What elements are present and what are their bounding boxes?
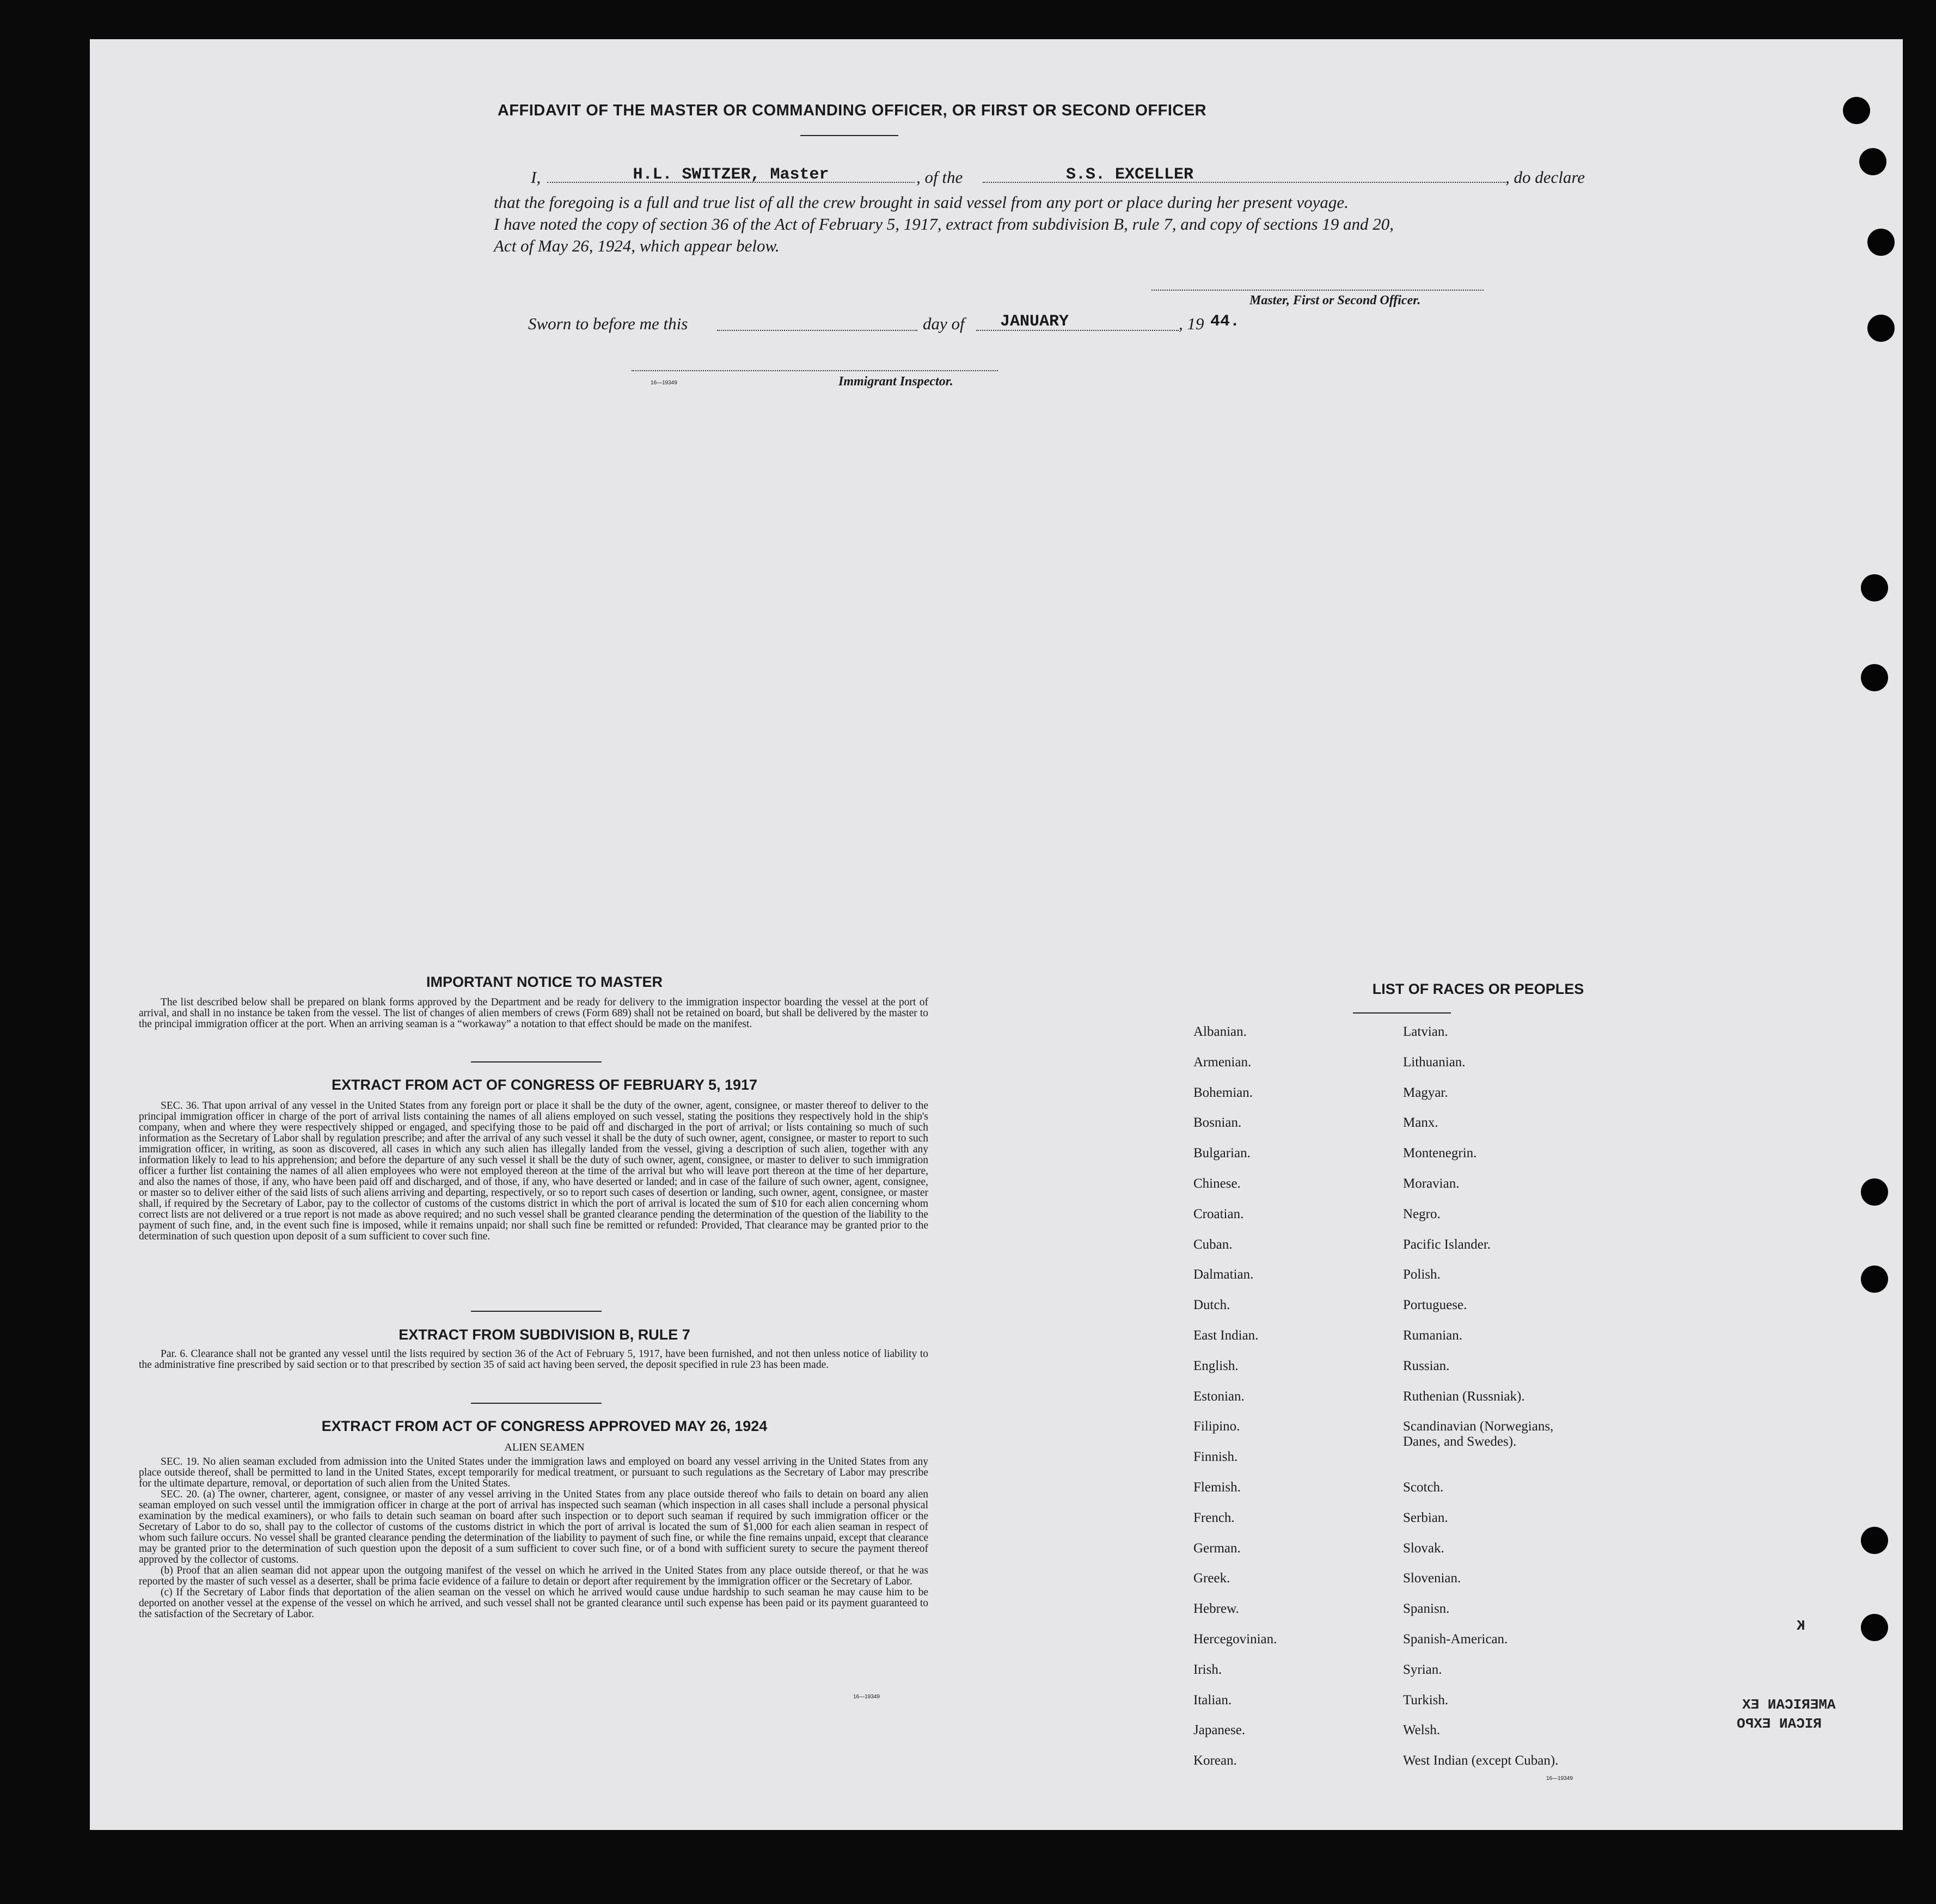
race-item: Polish.	[1403, 1267, 1441, 1282]
race-item: Latvian.	[1403, 1024, 1448, 1039]
notice-text: The list described below shall be prepared on blank forms approved by the Department and be ready for delivery to the immigration inspector boarding the vessel at the port of arrival, and shall in no instance be taken from the vessel. The list of changes of alien members of crews (Form 689) shall not be retained on board, but shall be delivered by the master to the principal immigration officer at the port. When an arriving seaman is a “workaway” a notation to that effect should be made on the manifest.	[139, 997, 928, 1030]
race-item: Bohemian.	[1193, 1085, 1253, 1100]
race-item: Turkish.	[1403, 1692, 1449, 1708]
race-item: East Indian.	[1193, 1328, 1259, 1343]
race-item: Syrian.	[1403, 1662, 1442, 1677]
extract-1917-text: SEC. 36. That upon arrival of any vessel in the United States from any foreign port or place it shall be the duty of the owner, agent, consignee, or master thereof to deliver to the principal immigration officer in charge of the port of arrival lists containing the names of all aliens employed on such vessel, stating the positions they respectively hold in the ship's company, when and where they were respectively shipped or engaged, and specifying those to be paid off and discharged in the port of arrival; or lists containing so much of such information as the Secretary of Labor shall by regulation prescribe; and after the arrival of any such vessel it shall be the duty of such owner, agent, consignee, or master to report to such immigration officer, in writing, as soon as discovered, all cases in which any such alien has illegally landed from the vessel, giving a description of such alien, together with any information likely to lead to his apprehension; and before the departure of any such vessel it shall be the duty of such owner, agent, consignee, or master to deliver to such immigration officer a further list containing the names of all alien employees who were not employed thereon at the time of the arrival but who will leave port thereon at the time of her departure, and also the names of those, if any, who have been paid off and discharged, and of those, if any, who have deserted or landed; and in case of the failure of such owner, agent, consignee, or master so to deliver either of the said lists of such aliens arriving and departing, respectively, or so to report such cases of desertion or landing, such owner, agent, consignee, or master shall, if required by the Secretary of Labor, pay to the collector of customs of the customs district in which the port of arrival is located the sum of $10 for each alien concerning whom correct lists are not delivered or a true report is not made as above required; and no such vessel shall be granted clearance pending the determination of the question of the liability to the payment of such fine, and, in the event such fine is imposed, while it remains unpaid; nor shall such fine be remitted or refunded: Provided, That clearance may be granted prior to the determination of such question upon deposit of a sum sufficient to cover such fine.	[139, 1100, 928, 1242]
form-number-top: 16—19349	[651, 380, 677, 386]
day-of-text: day of	[923, 314, 965, 333]
binder-hole	[1861, 1178, 1888, 1206]
affidavit-line-2: that the foregoing is a full and true list of all the crew brought in said vessel from any port or place during her present voyage.	[494, 193, 1349, 212]
race-item: Manx.	[1403, 1115, 1438, 1131]
affidavit-line-4: Act of May 26, 1924, which appear below.	[494, 236, 780, 255]
race-item: Rumanian.	[1403, 1328, 1463, 1343]
form-number-left: 16—19349	[853, 1694, 880, 1700]
race-item: Moravian.	[1403, 1176, 1460, 1191]
month-value: JANUARY	[1000, 312, 1069, 331]
stamp-bleed-2: RICAN EXPO	[1737, 1716, 1822, 1732]
notice-divider	[471, 1061, 602, 1062]
binder-hole	[1867, 229, 1895, 256]
master-signature-label: Master, First or Second Officer.	[1249, 293, 1421, 308]
notice-title: IMPORTANT NOTICE TO MASTER	[426, 974, 663, 990]
race-item: Spanish-American.	[1403, 1631, 1508, 1647]
race-item: Korean.	[1193, 1753, 1237, 1768]
pronoun-text: I,	[531, 168, 541, 187]
race-item: Ruthenian (Russniak).	[1403, 1389, 1525, 1404]
extract-rule7-title: EXTRACT FROM SUBDIVISION B, RULE 7	[399, 1326, 690, 1343]
sec-20b-text: (b) Proof that an alien seaman did not appear upon the outgoing manifest of the vessel on which he arrived in the United States from any place outside thereof, or that he was reported by the master of such vessel as a deserter, shall be prima facie evidence of a failure to detain or deport after requirement by the immigration officer or the Secretary of Labor.	[139, 1565, 928, 1587]
race-item: Hercegovinian.	[1193, 1631, 1277, 1647]
race-item	[1403, 1450, 1558, 1480]
affidavit-line-3: I have noted the copy of section 36 of the Act of February 5, 1917, extract from subdivision B, rule 7, and copy of sections 19 and 20,	[494, 214, 1394, 234]
of-the-text: , of the	[916, 168, 963, 187]
race-item: Welsh.	[1403, 1723, 1441, 1738]
race-item: West Indian (except Cuban).	[1403, 1753, 1559, 1768]
race-item: Japanese.	[1193, 1723, 1246, 1738]
race-item: Dalmatian.	[1193, 1267, 1254, 1282]
binder-hole	[1859, 148, 1886, 175]
do-declare-text: , do declare	[1505, 168, 1585, 187]
race-item: Cuban.	[1193, 1237, 1233, 1252]
race-item: German.	[1193, 1540, 1241, 1556]
master-name-value: H.L. SWITZER, Master	[633, 165, 829, 184]
document-page	[90, 39, 1903, 1830]
race-item: Negro.	[1403, 1206, 1441, 1221]
form-number-right: 16—19349	[1546, 1776, 1573, 1782]
race-item: Greek.	[1193, 1571, 1230, 1586]
stamp-bleed-1: AMERICAN EX	[1742, 1697, 1836, 1713]
race-item: Chinese.	[1193, 1176, 1241, 1191]
sec-19-text: SEC. 19. No alien seaman excluded from admission into the United States under the immigration laws and employed on board any vessel arriving in the United States from any place outside thereof, shall be permitted to land in the United States, except temporarily for medical treatment, or pursuant to such regulations as the Secretary of Labor may prescribe for the ultimate departure, removal, or deportation of such alien from the United States.	[139, 1456, 928, 1489]
race-item: Pacific Islander.	[1403, 1237, 1491, 1252]
race-item: Magyar.	[1403, 1085, 1448, 1100]
alien-seamen-subtitle: ALIEN SEAMEN	[504, 1441, 585, 1453]
inspector-signature-line	[632, 370, 998, 371]
master-signature-line	[1151, 290, 1484, 291]
race-item: Portuguese.	[1403, 1298, 1467, 1313]
title-divider	[800, 135, 898, 136]
affidavit-title: AFFIDAVIT OF THE MASTER OR COMMANDING OFFICER, OR FIRST OR SECOND OFFICER	[497, 102, 1207, 119]
races-right-column	[1403, 1024, 1558, 1784]
race-item: Armenian.	[1193, 1054, 1252, 1070]
race-item: Scotch.	[1403, 1479, 1444, 1495]
vessel-value: S.S. EXCELLER	[1065, 165, 1194, 184]
binder-hole	[1861, 1527, 1888, 1554]
binder-hole	[1861, 1266, 1888, 1293]
binder-hole	[1867, 315, 1895, 342]
extract-rule7-divider	[471, 1403, 602, 1404]
race-item: Estonian.	[1193, 1389, 1245, 1404]
sec-20a-text: SEC. 20. (a) The owner, charterer, agent, consignee, or master of any vessel arriving in the United States from any place outside thereof who fails to detain on board any alien seaman employed on such vessel until the immigration officer in charge at the port of arrival has inspected such seaman (which inspection in all cases shall include a personal physical examination by the medical examiners), or who fails to detain such seaman on board after such inspection or to deport such seaman if required by such immigration officer or the Secretary of Labor to do so, shall pay to the collector of customs of the customs district in which the port of arrival is located the sum of $1,000 for each alien seaman in respect of whom such failure occurs. No vessel shall be granted clearance pending the determination of the liability to payment of such fine, or while the fine remains unpaid, except that clearance may be granted prior to the determination of such question upon the deposit of a sum sufficient to cover such fine, or of a bond with sufficient surety to secure the payment thereof approved by the collector of customs.	[139, 1489, 928, 1565]
binder-hole	[1861, 664, 1888, 691]
race-item: Russian.	[1403, 1358, 1450, 1373]
extract-1924-text	[139, 1457, 928, 1620]
sec-20c-text: (c) If the Secretary of Labor finds that deportation of the alien seaman on the vessel on which he arrived would cause undue hardship to such seaman he may cause him to be deported on another vessel at the expense of the vessel on which he arrived, and such vessel shall not be granted clearance until such expense has been paid or its payment guaranteed to the satisfaction of the Secretary of Labor.	[139, 1587, 928, 1620]
race-item: Slovenian.	[1403, 1571, 1461, 1586]
races-title: LIST OF RACES OR PEOPLES	[1372, 981, 1584, 997]
race-item: Filipino.	[1193, 1419, 1240, 1434]
race-item: Finnish.	[1193, 1450, 1238, 1465]
race-item: Hebrew.	[1193, 1601, 1239, 1617]
extract-rule7-text: Par. 6. Clearance shall not be granted any vessel until the lists required by section 36 of the Act of February 5, 1917, have been furnished, and not then unless notice of liability to the administrative fine prescribed by said section or to that prescribed by section 35 of said act having been served, the deposit specified in rule 23 has been made.	[139, 1348, 928, 1371]
race-item: Bosnian.	[1193, 1115, 1242, 1131]
extract-1917-title: EXTRACT FROM ACT OF CONGRESS OF FEBRUARY 5, 1917	[331, 1077, 758, 1093]
race-item: Bulgarian.	[1193, 1146, 1251, 1161]
extract-1924-title: EXTRACT FROM ACT OF CONGRESS APPROVED MAY 26, 1924	[321, 1418, 768, 1434]
binder-hole	[1861, 574, 1888, 601]
year-prefix: , 19	[1179, 314, 1204, 333]
races-left-column	[1193, 1024, 1277, 1784]
race-item: Albanian.	[1193, 1024, 1247, 1039]
sworn-text: Sworn to before me this	[528, 314, 688, 333]
race-item: Scandinavian (Norwegians, Danes, and Swedes).	[1403, 1419, 1554, 1450]
race-item: Lithuanian.	[1403, 1054, 1466, 1070]
binder-hole	[1843, 97, 1870, 124]
inspector-label: Immigrant Inspector.	[838, 374, 953, 389]
race-item: Flemish.	[1193, 1479, 1241, 1495]
sworn-day-line	[717, 330, 917, 331]
race-item: French.	[1193, 1510, 1235, 1525]
race-item: Spanisn.	[1403, 1601, 1450, 1617]
race-item: Croatian.	[1193, 1206, 1244, 1221]
race-item: Italian.	[1193, 1692, 1232, 1708]
races-divider	[1353, 1012, 1451, 1014]
race-item: Irish.	[1193, 1662, 1222, 1677]
extract-1917-divider	[471, 1311, 602, 1312]
race-item: Montenegrin.	[1403, 1146, 1477, 1161]
race-item: Serbian.	[1403, 1510, 1448, 1525]
race-item: Slovak.	[1403, 1540, 1444, 1556]
race-item: Dutch.	[1193, 1298, 1230, 1313]
binder-hole	[1861, 1614, 1888, 1641]
race-item: English.	[1193, 1358, 1239, 1373]
year-value: 44.	[1210, 312, 1240, 331]
stamp-bleed-mark: K	[1797, 1618, 1805, 1634]
